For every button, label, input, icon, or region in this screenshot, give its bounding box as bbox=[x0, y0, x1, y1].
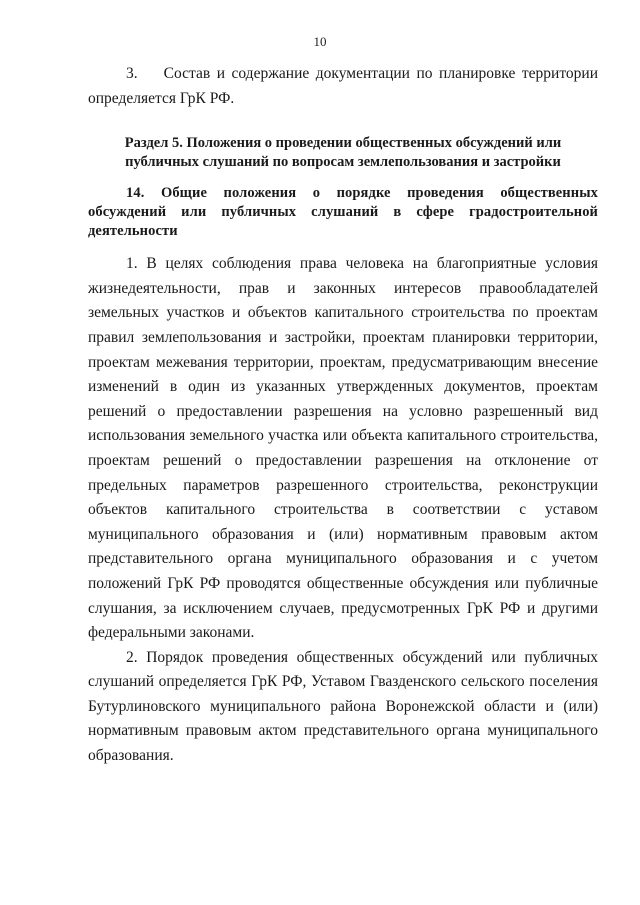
item-3-text: 3. Состав и содержание документации по планировке территории определяется ГрК РФ. bbox=[88, 65, 598, 107]
page-number: 10 bbox=[313, 34, 327, 49]
section-title: Раздел 5. Положения о проведении общественных обсуждений или публичных слушаний по вопросам землепользования и застройки bbox=[124, 135, 562, 171]
paragraph-2: 2. Порядок проведения общественных обсуждений или публичных слушаний определяется ГрК РФ, Уставом Гвазденского сельского поселения Бутурлиновского муниципального района Воронежской области и (или) нормативным правовым актом представительного органа муниципального образования. bbox=[88, 648, 598, 765]
subsection-title: 14. Общие положения о порядке проведения общественных обсуждений или публичных слушаний в сфере градостроительной деятельности bbox=[88, 185, 598, 240]
paragraph-1: 1. В целях соблюдения права человека на благоприятные условия жизнедеятельности, прав и законных интересов правообладателей земельных участков и объектов капитального строительства по проектам правил землепользования и застройки, проектам планировки территории, проектам межевания территории, проектам, предусматривающим внесение изменений в один из указанных утвержденных документов, проектам решений о предоставлении разрешения на условно разрешенный вид использования земельного участка или объекта капитального строительства, проектам решений о предоставлении разрешения на отклонение от предельных параметров разрешенного строительства, реконструкции объектов капитального строительства в соответствии с уставом муниципального образования и (или) нормативным правовым актом представительного органа муниципального образования и с учетом положений ГрК РФ проводятся общественные обсуждения или публичные слушания, за исключением случаев, предусмотренных ГрК РФ и другими федеральными законами. bbox=[88, 255, 598, 642]
document-body bbox=[88, 62, 598, 769]
